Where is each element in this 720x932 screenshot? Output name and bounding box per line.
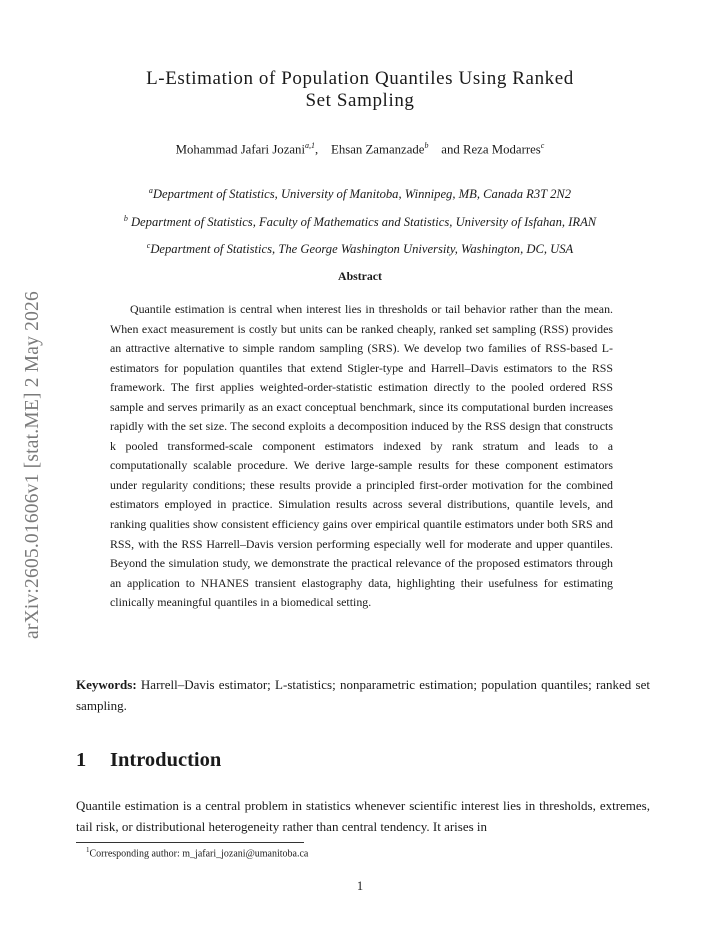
affiliation-text: Department of Statistics, The George Washington University, Washington, DC, USA — [150, 242, 574, 257]
affiliation-mark: b — [123, 213, 128, 223]
page-number: 1 — [356, 879, 364, 893]
affiliation-list — [60, 179, 660, 262]
author-name: Ehsan Zamanzade — [331, 142, 425, 157]
introduction-paragraph: Quantile estimation is a central problem in statistics whenever scientific interest lies in thresholds, extremes, tail risk, or distributional heterogeneity rather than central tendency. It arises in — [76, 798, 650, 834]
affiliation-a — [60, 179, 660, 207]
paper-title — [60, 68, 660, 112]
keywords-paragraph — [76, 675, 650, 716]
footnote — [86, 846, 308, 859]
keywords-label: Keywords: — [76, 677, 137, 692]
affiliation-mark: c — [146, 241, 151, 251]
title-line-1: L-Estimation of Population Quantiles Using Ranked — [146, 68, 574, 89]
affiliation-b — [60, 207, 660, 235]
abstract-body: Quantile estimation is central when interest lies in thresholds or tail behavior rather than the mean. When exact measurement is costly but units can be ranked cheaply, ranked set sampling (RSS) provides an attractive alternative to simple random sampling (SRS). We develop two families of RSS-based L-estimators for population quantiles that extend Stigler-type and Harrell–Davis estimators to the RSS framework. The first applies weighted-order-statistic estimation directly to the pooled ordered RSS sample and serves primarily as an exact conceptual benchmark, since its computational burden increases rapidly with the set size. The second exploits a decomposition induced by the RSS design that constructs k pooled transformed-scale component estimators indexed by rank stratum and leads to a computationally scalable procedure. We derive large-sample results for these component estimators under regularity conditions; these results provide a principled first-order motivation for the combined estimators employed in practice. Simulation results across several distributions, quantile levels, and ranking qualities show consistent efficiency gains over empirical quantile estimators under both SRS and RSS, with the RSS Harrell–Davis version performing especially well for moderate and upper quantiles. Beyond the simulation study, we demonstrate the practical relevance of the proposed estimators through an application to NHANES transient elastography data, highlighting their usefulness for estimating clinically meaningful quantiles in a biomedical setting. — [110, 302, 613, 610]
author-affiliation-mark: c — [540, 141, 545, 150]
author-name: Mohammad Jafari Jozani — [175, 142, 306, 157]
affiliation-text: Department of Statistics, University of Manitoba, Winnipeg, MB, Canada R3T 2N2 — [152, 187, 572, 202]
arxiv-identifier-stamp: arXiv:2605.01606v1 [stat.ME] 2 May 2026 — [22, 291, 43, 639]
affiliation-text: Department of Statistics, Faculty of Mathematics and Statistics, University of Isfahan, IRAN — [127, 214, 597, 229]
footnote-divider — [76, 842, 304, 843]
section-heading — [76, 749, 221, 772]
author-affiliation-mark: a,1 — [305, 141, 316, 150]
section-number: 1 — [76, 749, 87, 771]
author-name: and Reza Modarres — [441, 142, 541, 157]
affiliation-c — [60, 234, 660, 262]
affiliation-mark: a — [148, 186, 153, 195]
footnote-text: Corresponding author: m_jafari_jozani@umanitoba.ca — [89, 848, 309, 860]
title-line-2: Set Sampling — [305, 90, 415, 111]
footnote-mark: 1 — [86, 846, 90, 854]
abstract-heading: Abstract — [338, 269, 382, 283]
keywords-text: Harrell–Davis estimator; L-statistics; nonparametric estimation; population quantiles; ranked set sampling. — [76, 677, 650, 713]
author-list: Mohammad Jafari Jozani$^{a,1}$, Ehsan Zamanzade$^b$ and Reza Modarres$^c$ — [175, 141, 545, 157]
section-title: Introduction — [110, 749, 222, 771]
author-affiliation-mark: b — [424, 141, 429, 150]
